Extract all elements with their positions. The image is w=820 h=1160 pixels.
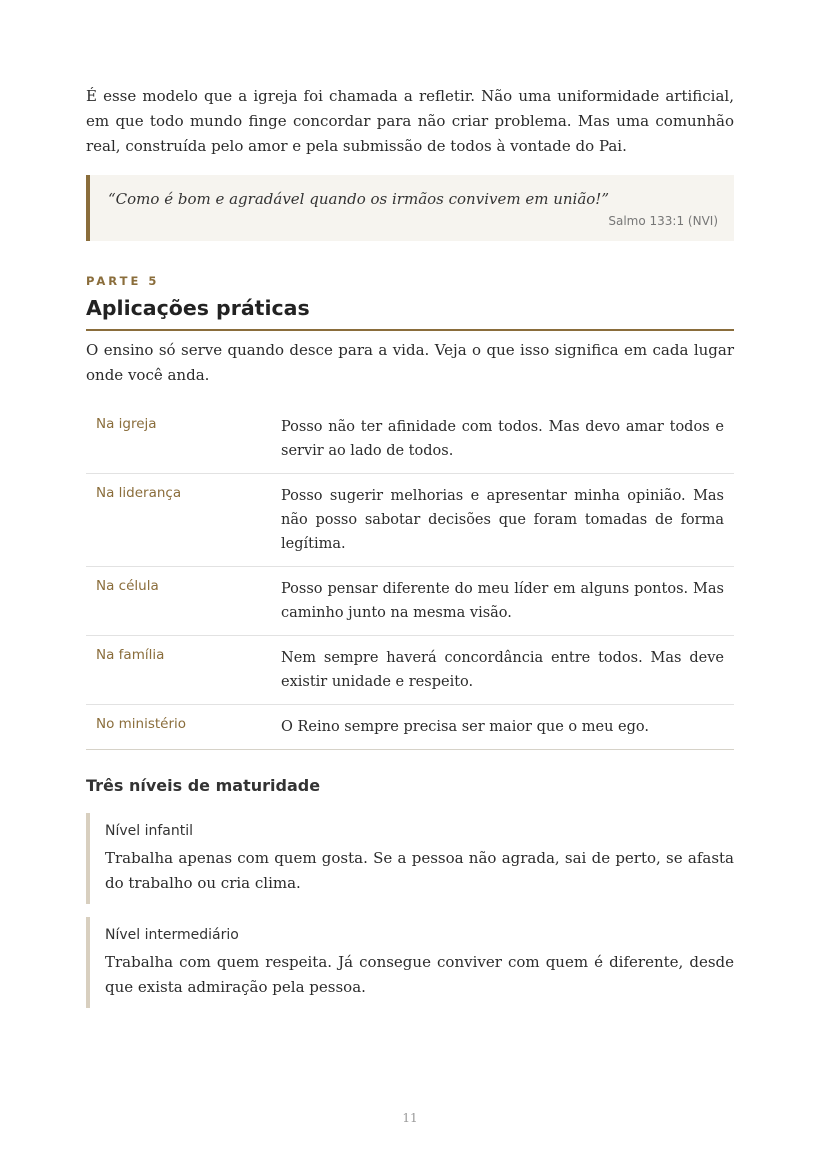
context-description: O Reino sempre precisa ser maior que o meu ego. — [270, 705, 734, 750]
context-label: Na célula — [86, 567, 270, 636]
context-description: Nem sempre haverá concordância entre todos. Mas deve existir unidade e respeito. — [270, 636, 734, 705]
scripture-quote — [86, 175, 734, 241]
section-intro: O ensino só serve quando desce para a vida. Veja o que isso significa em cada lugar onde você anda. — [86, 341, 734, 384]
section-title: Aplicações práticas — [86, 296, 734, 331]
intro-paragraph: É esse modelo que a igreja foi chamada a refletir. Não uma uniformidade artificial, em que todo mundo finge concordar para não criar problema. Mas uma comunhão real, construída pelo amor e pela submissão de todos à vontade do Pai. — [86, 87, 734, 155]
table-row — [86, 636, 734, 705]
level-text: Trabalha com quem respeita. Já consegue conviver com quem é diferente, desde que exista admiração pela pessoa. — [105, 953, 734, 996]
maturity-level — [86, 917, 734, 1008]
context-description: Posso sugerir melhorias e apresentar minha opinião. Mas não posso sabotar decisões que foram tomadas de forma legítima. — [270, 474, 734, 567]
applications-table — [86, 405, 734, 750]
part-label: PARTE 5 — [86, 274, 160, 288]
table-row — [86, 474, 734, 567]
level-name: Nível intermediário — [105, 927, 239, 943]
context-label: Na família — [86, 636, 270, 705]
context-description: Posso não ter afinidade com todos. Mas devo amar todos e servir ao lado de todos. — [270, 405, 734, 474]
maturity-title: Três níveis de maturidade — [86, 776, 321, 795]
page-content — [86, 84, 734, 1008]
table-row — [86, 567, 734, 636]
context-description: Posso pensar diferente do meu líder em alguns pontos. Mas caminho junto na mesma visão. — [270, 567, 734, 636]
page-number: 11 — [402, 1111, 418, 1125]
context-label: No ministério — [86, 705, 270, 750]
context-label: Na igreja — [86, 405, 270, 474]
table-row — [86, 705, 734, 750]
quote-text: “Como é bom e agradável quando os irmãos convivem em união!” — [108, 190, 609, 208]
level-text: Trabalha apenas com quem gosta. Se a pessoa não agrada, sai de perto, se afasta do trabalho ou cria clima. — [105, 849, 734, 892]
maturity-level — [86, 813, 734, 904]
table-row — [86, 405, 734, 474]
quote-reference: Salmo 133:1 (NVI) — [608, 214, 718, 228]
level-name: Nível infantil — [105, 823, 194, 839]
context-label: Na liderança — [86, 474, 270, 567]
